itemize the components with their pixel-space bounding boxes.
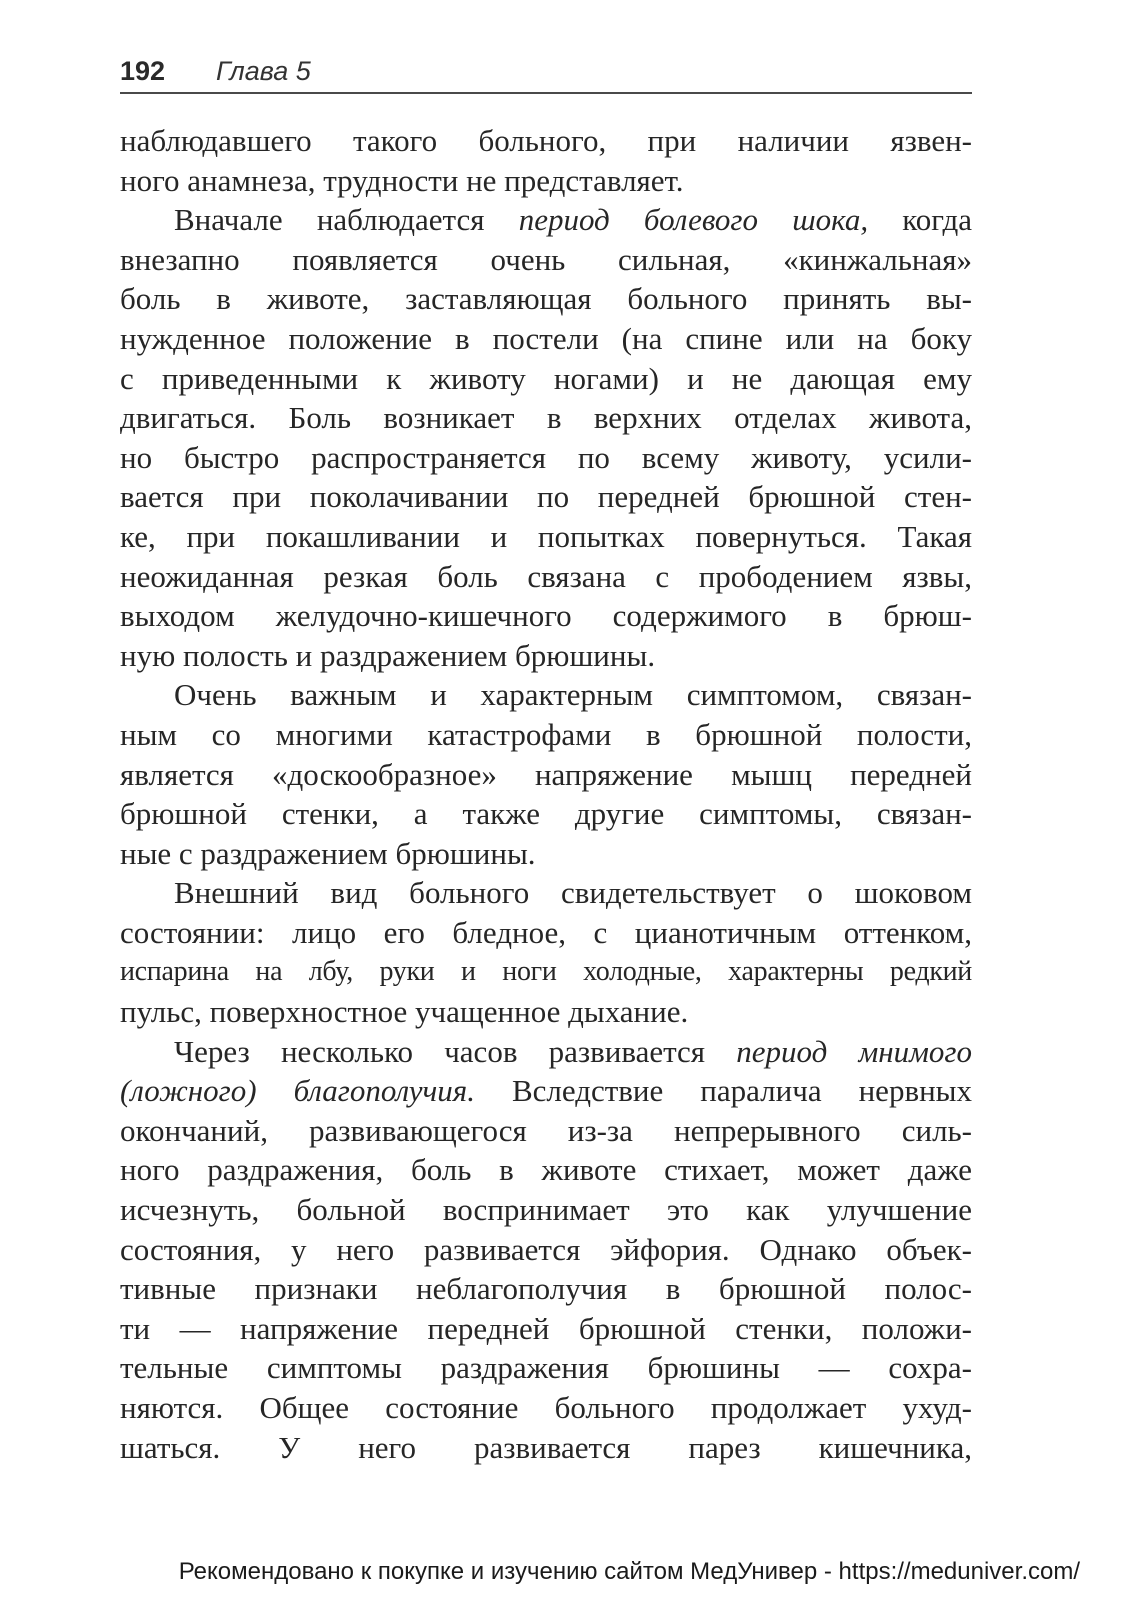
text-line: тельные симптомы раздражения брюшины — сохра-	[120, 1350, 972, 1386]
text-line: ке, при покашливании и попытках повернуться. Такая	[120, 518, 972, 554]
line-text: Вначале наблюдается	[174, 202, 519, 238]
text-line: с приведенными к животу ногами) и не дающая ему	[120, 360, 972, 396]
text-line	[120, 200, 972, 240]
text-line: но быстро распространяется по всему животу, усили-	[120, 439, 972, 475]
body-text	[120, 121, 972, 1467]
text-line: Очень важным и характерным симптомом, связан-	[174, 677, 972, 713]
text-line: двигаться. Боль возникает в верхних отделах живота,	[120, 400, 972, 436]
text-line: боль в животе, заставляющая больного принять вы-	[120, 281, 972, 317]
line-text: Через несколько часов развивается	[174, 1033, 737, 1069]
page-header	[120, 52, 972, 94]
text-line: ные с раздражением брюшины.	[120, 835, 536, 871]
text-line: ного анамнеза, трудности не представляет.	[120, 162, 684, 198]
text-line: нужденное положение в постели (на спине или на боку	[120, 320, 972, 356]
italic-term: период болевого шока,	[518, 202, 869, 238]
text-line: исчезнуть, больной воспринимает это как улучшение	[120, 1192, 972, 1228]
text-line: наблюдавшего такого больного, при наличии язвен-	[120, 123, 972, 158]
footer-recommendation: Рекомендовано к покупке и изучению сайтом МедУнивер - https://meduniver.com/	[178, 1558, 1080, 1585]
page-number: 192	[120, 56, 166, 86]
text-line: состояния, у него развивается эйфория. Однако объек-	[120, 1231, 972, 1267]
text-line: ного раздражения, боль в животе стихает, может даже	[120, 1152, 972, 1188]
text-line: вается при поколачивании по передней брюшной стен-	[120, 479, 972, 515]
text-line	[120, 1032, 972, 1072]
text-line: внезапно появляется очень сильная, «кинжальная»	[120, 241, 972, 277]
text-line: пульс, поверхностное учащенное дыхание.	[120, 994, 689, 1030]
text-line: является «доскообразное» напряжение мышц передней	[120, 756, 972, 792]
text-line: окончаний, развивающегося из-за непрерывного силь-	[120, 1112, 972, 1148]
text-line: тивные признаки неблагополучия в брюшной полос-	[120, 1271, 972, 1307]
text-line: ти — напряжение передней брюшной стенки, положи-	[120, 1310, 972, 1346]
text-line: няются. Общее состояние больного продолжает ухуд-	[120, 1390, 972, 1425]
text-line: Внешний вид больного свидетельствует о шоковом	[174, 875, 972, 911]
italic-term: период мнимого	[736, 1033, 973, 1069]
text-line: испарина на лбу, руки и ноги холодные, характерны редкий	[120, 956, 972, 988]
line-text: Вследствие паралича нервных	[474, 1073, 972, 1109]
text-line: шаться. У него развивается парез кишечника,	[120, 1429, 972, 1465]
text-line	[120, 1071, 972, 1111]
text-line: неожиданная резкая боль связана с прободением язвы,	[120, 558, 972, 594]
chapter-title: Глава 5	[216, 56, 311, 86]
line-text: когда	[868, 202, 972, 238]
text-line: ным со многими катастрофами в брюшной полости,	[120, 716, 972, 752]
text-line: состоянии: лицо его бледное, с цианотичным оттенком,	[120, 914, 972, 950]
text-line: брюшной стенки, а также другие симптомы, связан-	[120, 796, 972, 832]
text-line: ную полость и раздражением брюшины.	[120, 637, 656, 673]
text-line: выходом желудочно-кишечного содержимого в брюш-	[120, 598, 972, 634]
italic-term: (ложного) благополучия.	[120, 1073, 475, 1109]
